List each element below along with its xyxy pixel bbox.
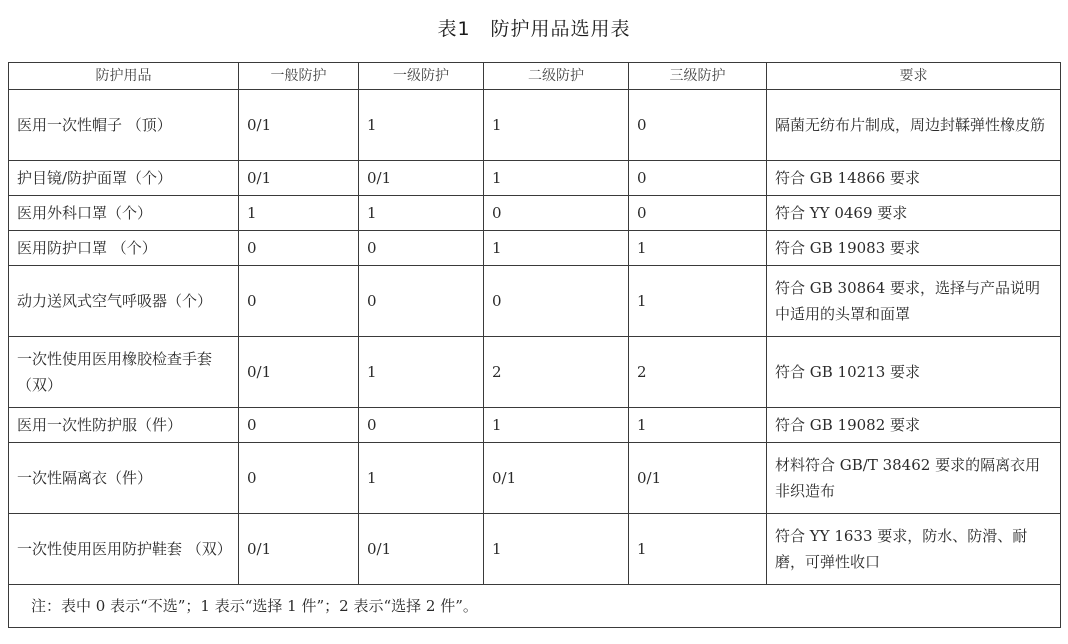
requirement-cell: 符合 YY 0469 要求 — [767, 196, 1061, 231]
table-row — [9, 196, 1061, 231]
item-cell: 医用一次性防护服（件） — [9, 408, 239, 443]
requirement-cell: 符合 YY 1633 要求，防水、防滑、耐磨，可弹性收口 — [767, 514, 1061, 585]
table-row — [9, 90, 1061, 161]
requirement-cell: 符合 GB 30864 要求，选择与产品说明中适用的头罩和面罩 — [767, 266, 1061, 337]
requirement-cell: 符合 GB 10213 要求 — [767, 337, 1061, 408]
level1-cell: 0 — [359, 408, 484, 443]
item-cell: 医用外科口罩（个） — [9, 196, 239, 231]
table-row — [9, 266, 1061, 337]
level1-cell: 0/1 — [359, 514, 484, 585]
column-header: 一级防护 — [359, 63, 484, 90]
level2-cell: 1 — [484, 231, 629, 266]
table-row — [9, 443, 1061, 514]
requirement-cell: 隔菌无纺布片制成，周边封鞣弹性橡皮筋 — [767, 90, 1061, 161]
table-row — [9, 408, 1061, 443]
table-row — [9, 337, 1061, 408]
column-header: 三级防护 — [629, 63, 767, 90]
level3-cell: 2 — [629, 337, 767, 408]
level2-cell: 0/1 — [484, 443, 629, 514]
level3-cell: 0 — [629, 196, 767, 231]
level1-cell: 1 — [359, 196, 484, 231]
general-cell: 0/1 — [239, 337, 359, 408]
item-cell: 护目镜/防护面罩（个） — [9, 161, 239, 196]
table-row — [9, 514, 1061, 585]
requirement-cell: 符合 GB 14866 要求 — [767, 161, 1061, 196]
level2-cell: 0 — [484, 266, 629, 337]
column-header: 一般防护 — [239, 63, 359, 90]
general-cell: 0 — [239, 266, 359, 337]
item-cell: 医用防护口罩 （个） — [9, 231, 239, 266]
note-row — [9, 585, 1061, 628]
level1-cell: 0 — [359, 266, 484, 337]
requirement-cell: 符合 GB 19083 要求 — [767, 231, 1061, 266]
general-cell: 1 — [239, 196, 359, 231]
general-cell: 0 — [239, 408, 359, 443]
level3-cell: 0 — [629, 161, 767, 196]
level1-cell: 0 — [359, 231, 484, 266]
ppe-selection-table — [8, 62, 1061, 628]
general-cell: 0/1 — [239, 161, 359, 196]
level2-cell: 2 — [484, 337, 629, 408]
item-cell: 一次性隔离衣（件） — [9, 443, 239, 514]
level2-cell: 1 — [484, 161, 629, 196]
level3-cell: 1 — [629, 231, 767, 266]
requirement-cell: 材料符合 GB/T 38462 要求的隔离衣用非织造布 — [767, 443, 1061, 514]
requirement-cell: 符合 GB 19082 要求 — [767, 408, 1061, 443]
general-cell: 0/1 — [239, 514, 359, 585]
column-header: 要求 — [767, 63, 1061, 90]
level2-cell: 0 — [484, 196, 629, 231]
general-cell: 0 — [239, 443, 359, 514]
item-cell: 一次性使用医用橡胶检查手套（双） — [9, 337, 239, 408]
general-cell: 0 — [239, 231, 359, 266]
level1-cell: 1 — [359, 443, 484, 514]
level3-cell: 0/1 — [629, 443, 767, 514]
level1-cell: 1 — [359, 337, 484, 408]
level1-cell: 0/1 — [359, 161, 484, 196]
table-header-row — [9, 63, 1061, 90]
level3-cell: 1 — [629, 408, 767, 443]
level2-cell: 1 — [484, 90, 629, 161]
item-cell: 医用一次性帽子 （顶） — [9, 90, 239, 161]
level3-cell: 0 — [629, 90, 767, 161]
table-row — [9, 161, 1061, 196]
item-cell: 一次性使用医用防护鞋套 （双） — [9, 514, 239, 585]
level2-cell: 1 — [484, 514, 629, 585]
general-cell: 0/1 — [239, 90, 359, 161]
level2-cell: 1 — [484, 408, 629, 443]
item-cell: 动力送风式空气呼吸器（个） — [9, 266, 239, 337]
level3-cell: 1 — [629, 514, 767, 585]
level1-cell: 1 — [359, 90, 484, 161]
level3-cell: 1 — [629, 266, 767, 337]
table-note: 注：表中 0 表示“不选”；1 表示“选择 1 件”；2 表示“选择 2 件”。 — [9, 585, 1061, 628]
table-row — [9, 231, 1061, 266]
table-title: 表1 防护用品选用表 — [437, 18, 631, 40]
column-header: 防护用品 — [9, 63, 239, 90]
column-header: 二级防护 — [484, 63, 629, 90]
